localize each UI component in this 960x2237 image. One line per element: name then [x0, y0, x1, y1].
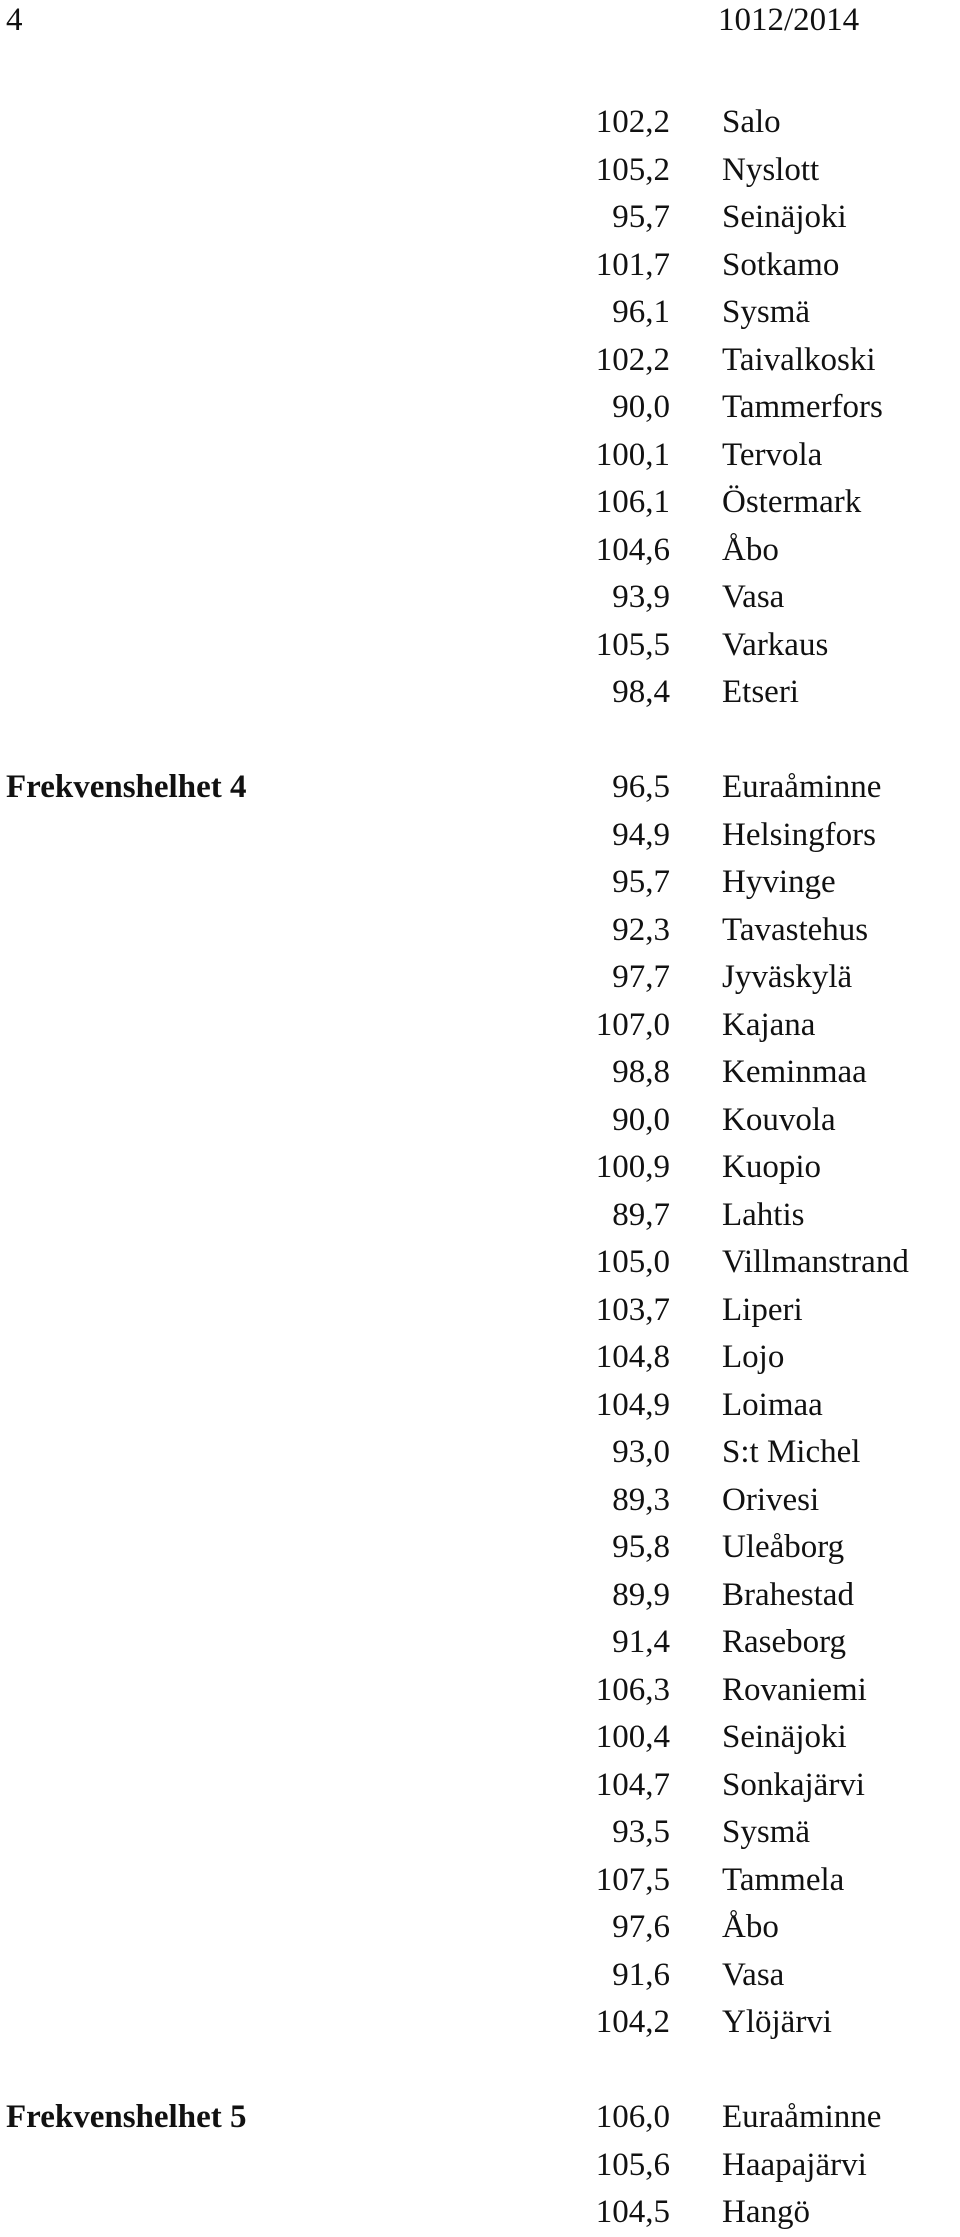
frequency-value: 104,5 [595, 2194, 670, 2230]
frequency-value: 105,2 [595, 151, 670, 188]
frequency-value: 104,8 [595, 1339, 670, 1375]
frequency-value: 104,6 [595, 531, 670, 568]
frequency-row [0, 1572, 960, 1620]
frequency-row [0, 479, 960, 527]
frequency-row [0, 1857, 960, 1905]
location-name: Åbo [722, 531, 779, 568]
location-name: Uleåborg [722, 1529, 845, 1565]
frequency-value: 93,0 [612, 1434, 670, 1470]
frequency-value: 104,9 [595, 1386, 670, 1423]
frequency-row [0, 907, 960, 955]
frequency-value: 91,6 [612, 1956, 670, 1993]
frequency-row [0, 1097, 960, 1145]
frequency-row [0, 954, 960, 1002]
location-name: Sysmä [722, 294, 811, 330]
location-name: Vasa [722, 1956, 785, 1993]
frequency-value: 100,9 [595, 1149, 670, 1185]
frequency-value: 97,6 [612, 1909, 670, 1945]
location-name: Seinäjoki [722, 199, 847, 235]
location-name: Helsingfors [722, 816, 876, 853]
location-name: Euraåminne [722, 769, 882, 805]
frequency-value: 104,7 [595, 1766, 670, 1803]
frequency-row [0, 1287, 960, 1335]
frequency-value: 100,4 [595, 1719, 670, 1755]
frequency-row [0, 527, 960, 575]
frequency-value: 107,5 [595, 1861, 670, 1898]
document-reference: 1012/2014 [718, 2, 860, 38]
frequency-value: 93,9 [612, 579, 670, 615]
frequency-row [0, 2189, 960, 2237]
frequency-row [0, 669, 960, 717]
frequency-row [0, 1144, 960, 1192]
location-name: Brahestad [722, 1576, 854, 1613]
frequency-row [0, 2142, 960, 2190]
frequency-row [0, 1619, 960, 1667]
location-name: Keminmaa [722, 1054, 867, 1090]
location-name: Ylöjärvi [722, 2004, 832, 2040]
frequency-value: 89,7 [612, 1196, 670, 1233]
location-name: Varkaus [722, 626, 829, 663]
frequency-value: 106,3 [595, 1671, 670, 1708]
location-name: Kuopio [722, 1149, 821, 1185]
location-name: Hyvinge [722, 864, 836, 900]
frequency-row [0, 1524, 960, 1572]
location-name: Kajana [722, 1006, 816, 1043]
frequency-value: 106,1 [595, 484, 670, 520]
frequency-value: 103,7 [595, 1291, 670, 1328]
location-name: Seinäjoki [722, 1719, 847, 1755]
location-name: Raseborg [722, 1624, 847, 1660]
location-name: Loimaa [722, 1386, 823, 1423]
frequency-row [0, 574, 960, 622]
frequency-row [0, 384, 960, 432]
frequency-row [0, 289, 960, 337]
location-name: Taivalkoski [722, 341, 876, 378]
frequency-row [0, 1002, 960, 1050]
frequency-value: 89,9 [612, 1576, 670, 1613]
frequency-row [0, 1714, 960, 1762]
frequency-row [0, 1382, 960, 1430]
frequency-row [0, 1762, 960, 1810]
frequency-row [0, 242, 960, 290]
frequency-row [0, 859, 960, 907]
frequency-groups [0, 99, 960, 2237]
location-name: Tervola [722, 436, 823, 473]
frequency-value: 97,7 [612, 959, 670, 995]
frequency-value: 95,7 [612, 864, 670, 900]
location-name: Hangö [722, 2194, 810, 2230]
location-name: Sysmä [722, 1814, 811, 1850]
location-name: Tammerfors [722, 389, 883, 425]
frequency-row [0, 1904, 960, 1952]
frequency-value: 96,1 [612, 294, 670, 330]
frequency-value: 98,4 [612, 674, 670, 710]
frequency-row [0, 99, 960, 147]
frequency-value: 101,7 [595, 246, 670, 283]
location-name: Euraåminne [722, 2099, 882, 2135]
location-name: Åbo [722, 1909, 779, 1945]
location-name: Jyväskylä [722, 959, 853, 995]
frequency-row [0, 1239, 960, 1287]
frequency-row [0, 1429, 960, 1477]
frequency-value: 90,0 [612, 389, 670, 425]
frequency-value: 98,8 [612, 1054, 670, 1090]
frequency-value: 89,3 [612, 1481, 670, 1518]
frequency-value: 105,6 [595, 2146, 670, 2183]
frequency-row [0, 194, 960, 242]
group-label: Frekvenshelhet 5 [6, 2099, 247, 2135]
location-name: Haapajärvi [722, 2146, 867, 2183]
frequency-value: 102,2 [595, 104, 670, 140]
frequency-row [0, 1049, 960, 1097]
page-header [0, 0, 960, 40]
location-name: Tammela [722, 1861, 845, 1898]
location-name: Lahtis [722, 1196, 805, 1233]
location-name: Rovaniemi [722, 1671, 867, 1708]
frequency-value: 104,2 [595, 2004, 670, 2040]
frequency-value: 105,5 [595, 626, 670, 663]
location-name: Sonkajärvi [722, 1766, 865, 1803]
frequency-value: 100,1 [595, 436, 670, 473]
frequency-row [0, 622, 960, 670]
page-number: 4 [6, 2, 23, 38]
location-name: Vasa [722, 579, 785, 615]
location-name: Lojo [722, 1339, 785, 1375]
frequency-row [0, 1809, 960, 1857]
frequency-value: 96,5 [612, 769, 670, 805]
frequency-row [0, 337, 960, 385]
frequency-group [0, 99, 960, 717]
location-name: Kouvola [722, 1101, 836, 1138]
frequency-value: 95,8 [612, 1529, 670, 1565]
frequency-group [0, 2094, 960, 2237]
location-name: S:t Michel [722, 1434, 861, 1470]
frequency-value: 94,9 [612, 816, 670, 853]
frequency-value: 91,4 [612, 1624, 670, 1660]
frequency-row [0, 1667, 960, 1715]
frequency-value: 106,0 [595, 2099, 670, 2135]
frequency-row [0, 2094, 960, 2142]
frequency-row [0, 1477, 960, 1525]
location-name: Orivesi [722, 1481, 820, 1518]
frequency-value: 105,0 [595, 1244, 670, 1280]
frequency-row [0, 1952, 960, 2000]
frequency-row [0, 432, 960, 480]
location-name: Villmanstrand [722, 1244, 909, 1280]
location-name: Sotkamo [722, 246, 840, 283]
frequency-row [0, 1192, 960, 1240]
location-name: Nyslott [722, 151, 820, 188]
group-label: Frekvenshelhet 4 [6, 769, 247, 805]
location-name: Tavastehus [722, 911, 869, 948]
frequency-row [0, 147, 960, 195]
frequency-row [0, 812, 960, 860]
frequency-row [0, 1334, 960, 1382]
frequency-value: 102,2 [595, 341, 670, 378]
location-name: Salo [722, 104, 781, 140]
frequency-value: 93,5 [612, 1814, 670, 1850]
location-name: Liperi [722, 1291, 803, 1328]
frequency-value: 90,0 [612, 1101, 670, 1138]
frequency-row [0, 1999, 960, 2047]
frequency-group [0, 764, 960, 2047]
location-name: Östermark [722, 484, 862, 520]
location-name: Etseri [722, 674, 799, 710]
frequency-value: 92,3 [612, 911, 670, 948]
frequency-value: 95,7 [612, 199, 670, 235]
frequency-row [0, 764, 960, 812]
frequency-value: 107,0 [595, 1006, 670, 1043]
